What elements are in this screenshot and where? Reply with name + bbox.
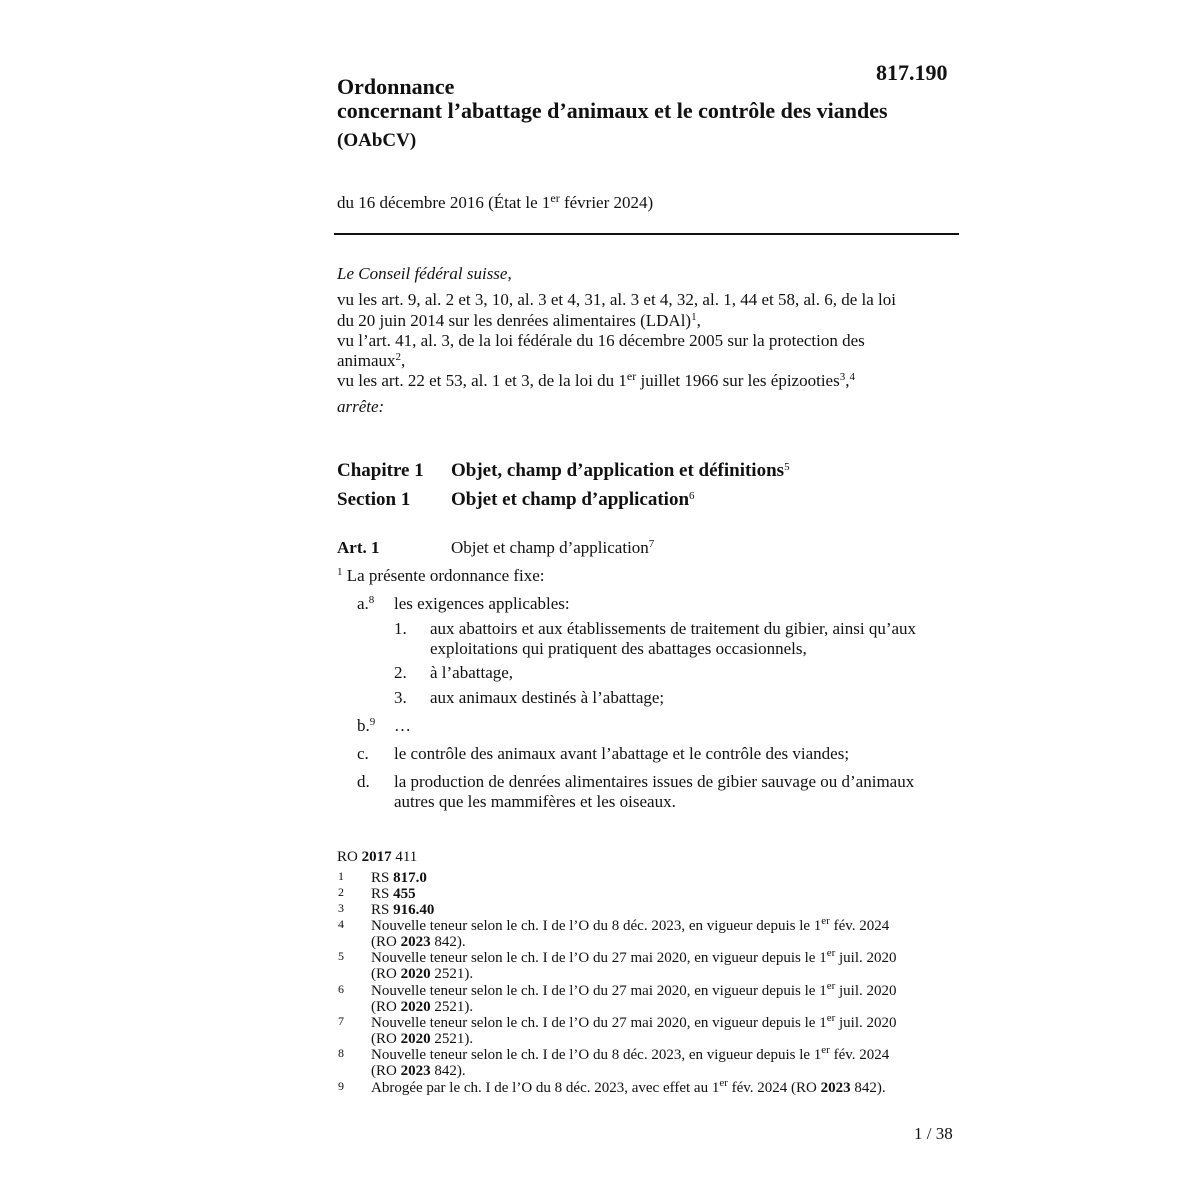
footnote-2-number: 2 [338,885,344,899]
letter-b-text: … [394,716,411,735]
footnote-ref-5[interactable]: 5 [784,461,790,473]
footnote-6-line-2: (RO 2020 2521). [371,999,474,1015]
letter-d-line-2: autres que les mammifères et les oiseaux. [394,792,676,811]
preamble-line-4: animaux$^2$, [337,351,406,370]
footnote-5-line-2: (RO 2020 2521). [371,966,474,982]
footnote-5-number: 5 [338,949,344,963]
section-label: Section 1 [337,489,411,510]
preamble-line-1: vu les art. 9, al. 2 et 3, 10, al. 3 et 4, 31, al. 3 et 4, 32, al. 1, 44 et 58, al. 6, de la loi [337,290,896,309]
chapter-title: Objet, champ d’application et définitions$^5$ [451,460,790,481]
article-paragraph-1: $^1$ La présente ordonnance fixe: [337,566,545,585]
footnote-6-number: 6 [338,982,344,996]
chapter-label: Chapitre 1 [337,460,424,481]
preamble-authority: Le Conseil fédéral suisse, [337,264,512,283]
footnote-2-text: RS 455 [371,886,416,902]
letter-d-label: d. [357,772,370,791]
footnote-9-number: 9 [338,1079,344,1093]
section-title: Objet et champ d’application$^6$ [451,489,695,510]
sub-item-1-line-2: exploitations qui pratiquent des abattages occasionnels, [430,639,807,658]
footnote-3-text: RS 916.40 [371,902,435,918]
footnote-4-number: 4 [338,917,344,931]
sr-number: 817.190 [876,60,948,85]
footnote-ref-4[interactable]: 4 [849,371,855,383]
date-line: du 16 décembre 2016 (État le 1er février 2024) [337,191,654,212]
footnote-9-text: Abrogée par le ch. I de l’O du 8 déc. 2023, avec effet au 1er fév. 2024 (RO 2023 842). [371,1077,886,1096]
sub-item-1-number: 1. [394,619,407,638]
title-line-1: Ordonnance [337,74,455,99]
footnote-ref-3[interactable]: 3 [839,371,846,383]
title-line-2: concernant l’abattage d’animaux et le contrôle des viandes [337,98,888,123]
preamble-decision: arrête: [337,397,385,416]
sub-item-3-text: aux animaux destinés à l’abattage; [430,688,665,707]
footnote-4-line-1: Nouvelle teneur selon le ch. I de l’O du 8 déc. 2023, en vigueur depuis le 1er fév. 2024 [371,915,890,934]
sub-item-2-number: 2. [394,663,407,682]
preamble-line-5: vu les art. 22 et 53, al. 1 et 3, de la loi du 1er juillet 1966 sur les épizooties$^3$,$^4$ [337,369,855,390]
footnote-ref-2[interactable]: 2 [395,351,402,363]
footnote-3-number: 3 [338,901,344,915]
letter-b-label: b.$^9$ [357,716,376,735]
header-rule [334,233,959,235]
publication-reference: RO 2017 411 [337,849,418,865]
preamble-line-3: vu l’art. 41, al. 3, de la loi fédérale du 16 décembre 2005 sur la protection des [337,331,865,350]
footnote-1-number: 1 [338,869,344,883]
page-number: 1 / 38 [914,1124,953,1143]
footnote-ref-6[interactable]: 6 [689,490,695,502]
letter-c-label: c. [357,744,369,763]
footnote-8-line-1: Nouvelle teneur selon le ch. I de l’O du 8 déc. 2023, en vigueur depuis le 1er fév. 2024 [371,1044,890,1063]
footnote-8-number: 8 [338,1046,344,1060]
footnote-ref-1[interactable]: 1 [691,311,697,323]
preamble-line-2: du 20 juin 2014 sur les denrées alimentaires (LDAl)$^1$, [337,311,701,330]
letter-d-line-1: la production de denrées alimentaires issues de gibier sauvage ou d’animaux [394,772,915,791]
sub-item-3-number: 3. [394,688,407,707]
footnote-4-line-2: (RO 2023 842). [371,934,466,950]
letter-a-label: a.$^8$ [357,594,375,613]
footnote-8-line-2: (RO 2023 842). [371,1063,466,1079]
sub-item-1-line-1: aux abattoirs et aux établissements de traitement du gibier, ainsi qu’aux [430,619,917,638]
footnote-ref-7[interactable]: 7 [648,538,655,550]
article-label: Art. 1 [337,538,380,557]
footnote-7-number: 7 [338,1014,344,1028]
footnote-ref-9[interactable]: 9 [369,716,376,728]
footnote-5-line-1: Nouvelle teneur selon le ch. I de l’O du 27 mai 2020, en vigueur depuis le 1er juil. 2020 [371,947,897,966]
letter-a-text: les exigences applicables: [394,594,570,613]
footnote-7-line-1: Nouvelle teneur selon le ch. I de l’O du 27 mai 2020, en vigueur depuis le 1er juil. 2020 [371,1012,897,1031]
sub-item-2-text: à l’abattage, [430,663,514,682]
footnote-7-line-2: (RO 2020 2521). [371,1031,474,1047]
footnote-ref-8[interactable]: 8 [368,594,375,606]
footnote-6-line-1: Nouvelle teneur selon le ch. I de l’O du 27 mai 2020, en vigueur depuis le 1er juil. 2020 [371,980,897,999]
article-title: Objet et champ d’application$^7$ [451,538,655,557]
title-abbreviation: (OAbCV) [337,130,417,151]
footnote-1-text: RS 817.0 [371,870,427,886]
letter-c-text: le contrôle des animaux avant l’abattage et le contrôle des viandes; [394,744,850,763]
